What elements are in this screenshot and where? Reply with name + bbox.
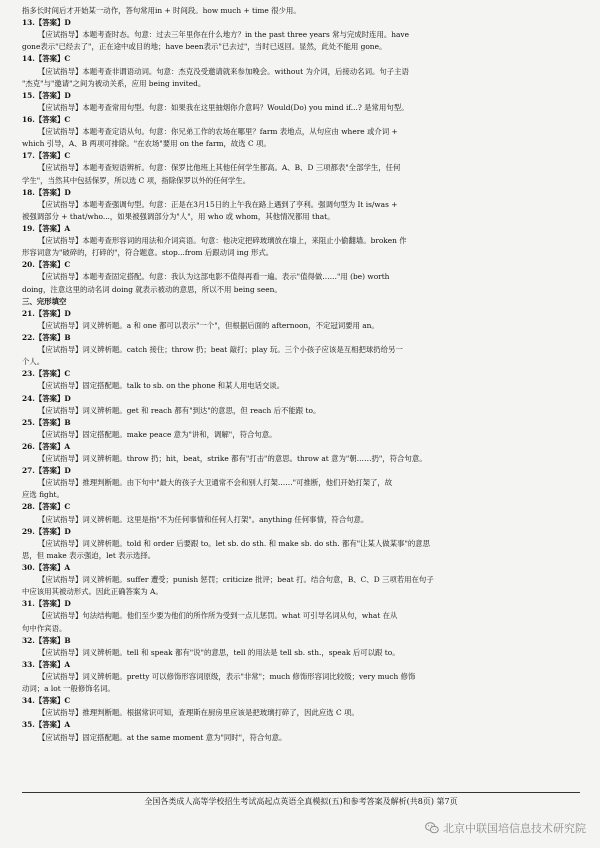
text-line: 个人。: [22, 357, 45, 367]
text-line: 句中作宾语。: [22, 623, 67, 633]
answer-line: 35.【答案】A: [22, 720, 71, 730]
answer-line: 28.【答案】C: [22, 502, 71, 512]
answer-line: 13.【答案】D: [22, 18, 71, 28]
answer-line: 18.【答案】D: [22, 187, 71, 197]
answer-line: 27.【答案】D: [22, 466, 71, 476]
answer-line: 14.【答案】C: [22, 54, 71, 64]
explanation-line: 【应试指导】本题考查定语从句。句意：你兄弟工作的农场在哪里？farm 表地点，从句应由 where 或介词 +: [38, 127, 398, 137]
answer-line: 23.【答案】C: [22, 369, 71, 379]
explanation-line: 【应试指导】词义辨析题。pretty 可以修饰形容词原级，表示"非常"；much 修饰形容词比较级；very much 修饰: [38, 672, 416, 682]
explanation-line: 【应试指导】固定搭配题。talk to sb. on the phone 和某人用电话交谈。: [38, 381, 285, 391]
text-line: which 引导，A、B 两项可排除。"在农场"要用 on the farm，故选 C 项。: [22, 139, 271, 149]
explanation-line: 【应试指导】词义辨析题。told 和 order 后要跟 to。let sb. do sth. 和 make sb. do sth. 都有"让某人做某事"的意思: [38, 538, 431, 548]
explanation-line: 【应试指导】词义辨析题。suffer 遭受；punish 惩罚；criticize 批评；beat 打。结合句意，B、C、D 三项若用在句子: [38, 575, 434, 585]
explanation-line: 【应试指导】推理判断题。根据常识可知，查理斯在厨房里应该是把玻璃打碎了，因此应选 C 项。: [38, 708, 359, 718]
explanation-line: 【应试指导】本题考查常用句型。句意：如果我在这里抽烟你介意吗？Would(Do) you mind if...? 是常用句型。: [38, 102, 409, 112]
answer-line: 16.【答案】C: [22, 114, 71, 124]
explanation-line: 【应试指导】推理判断题。由下句中"最大的孩子大卫通常不会和别人打架……"可推断，他们开始打架了，故: [38, 478, 393, 488]
answer-line: 15.【答案】D: [22, 90, 71, 100]
text-line: 应选 fight。: [22, 490, 64, 500]
answer-line: 31.【答案】D: [22, 599, 71, 609]
explanation-line: 【应试指导】本题考查时态。句意：过去三年里你在什么地方？in the past three years 常与完成时连用。have: [38, 30, 409, 40]
answer-line: 24.【答案】D: [22, 393, 71, 403]
text-line: gone表示"已经去了"，正在途中或目的地；have been表示"已去过"，当时已返回。显然，此处不能用 gone。: [22, 42, 387, 52]
explanation-line: 【应试指导】本题考查非谓语动词。句意：杰克没受邀请就来参加晚会。without 为介词，后接动名词。句子主语: [38, 66, 409, 76]
page-footer: 全国各类成人高等学校招生考试高起点英语全真模拟(五)和参考答案及解析(共8页) 第7页: [22, 792, 580, 807]
explanation-line: 【应试指导】句法结构题。他们至少要为他们的所作所为受到一点儿惩罚。what 可引导名词从句，what 在从: [38, 611, 398, 621]
text-line: "杰克"与"邀请"之间为被动关系，应用 being invited。: [22, 78, 206, 88]
answer-line: 20.【答案】C: [22, 260, 71, 270]
explanation-line: 【应试指导】词义辨析题。a 和 one 都可以表示"一个"，但根据后面的 afternoon，不定冠词要用 an。: [38, 320, 379, 330]
watermark-text: 北京中联国培信息技术研究院: [443, 822, 586, 835]
answer-line: 34.【答案】C: [22, 696, 71, 706]
text-line: 中应该用其被动形式。因此正确答案为 A。: [22, 587, 163, 597]
answer-line: 25.【答案】B: [22, 417, 71, 427]
explanation-line: 【应试指导】本题考查形容词的用法和介词宾语。句意：他决定把碎玻璃放在墙上，来阻止小偷翻墙。broken 作: [38, 236, 407, 246]
text-line: 动词；a lot 一般修饰名词。: [22, 684, 115, 694]
text-line: doing，注意这里的动名词 doing 就表示被动的意思，所以不用 being seen。: [22, 284, 282, 294]
answer-line: 32.【答案】B: [22, 635, 71, 645]
watermark: [425, 820, 586, 836]
explanation-line: 【应试指导】词义辨析题。tell 和 speak 都有"说"的意思，tell 的用法是 tell sb. sth.，speak 后可以跟 to。: [38, 647, 400, 657]
explanation-line: 【应试指导】词义辨析题。catch 接住；throw 扔；beat 敲打；play 玩。三个小孩子应该是互相把球扔给另一: [38, 345, 403, 355]
text-line: 指多长时间后才开始某一动作，答句常用in + 时间段。how much + time 很少用。: [22, 6, 301, 15]
answer-line: 21.【答案】D: [22, 308, 71, 318]
explanation-line: 【应试指导】本题考查固定搭配。句意：我认为这部电影不值得再看一遍。表示"值得做……"用 (be) worth: [38, 272, 390, 282]
text-line: 形容词意为"破碎的，打碎的"，符合题意。stop...from 后跟动词 ing 形式。: [22, 248, 274, 258]
explanation-line: 【应试指导】固定搭配题。at the same moment 意为"同时"，符合句意。: [38, 732, 287, 742]
explanation-line: 【应试指导】词义辨析题。throw 扔；hit，beat，strike 都有"打击"的意思。throw at 意为"朝……扔"，符合句意。: [38, 454, 427, 464]
answer-line: 30.【答案】A: [22, 563, 71, 573]
section-heading: 三、完形填空: [22, 296, 67, 306]
text-line: 被强调部分 + that/who...，如果被强调部分为"人"，用 who 或 whom，其他情况都用 that。: [22, 211, 335, 221]
explanation-line: 【应试指导】本题考查短语辨析。句意：保罗比他班上其他任何学生都高。A、B、D 三项都表"全部学生，任何: [38, 163, 401, 173]
explanation-line: 【应试指导】词义辨析题。这里是指"不为任何事情和任何人打架"。anything 任何事情，符合句意。: [38, 514, 369, 524]
answer-line: 17.【答案】C: [22, 151, 71, 161]
explanation-line: 【应试指导】词义辨析题。get 和 reach 都有"到达"的意思，但 reach 后不能跟 to。: [38, 405, 321, 415]
text-line: 思，但 make 表示强迫，let 表示选择。: [22, 550, 156, 560]
answer-line: 26.【答案】A: [22, 441, 71, 451]
answer-key-body: [22, 5, 580, 744]
answer-line: 29.【答案】D: [22, 526, 71, 536]
wechat-icon: [425, 822, 439, 834]
text-line: 学生"，当然其中包括保罗，所以选 C 项，指除保罗以外的任何学生。: [22, 175, 251, 185]
explanation-line: 【应试指导】本题考查强调句型。句意：正是在3月15日的上午我在路上遇到了亨利。强调句型为 It is/was +: [38, 199, 398, 209]
answer-line: 22.【答案】B: [22, 332, 71, 342]
answer-line: 19.【答案】A: [22, 223, 71, 233]
answer-line: 33.【答案】A: [22, 659, 71, 669]
explanation-line: 【应试指导】固定搭配题。make peace 意为"讲和，调解"，符合句意。: [38, 429, 277, 439]
